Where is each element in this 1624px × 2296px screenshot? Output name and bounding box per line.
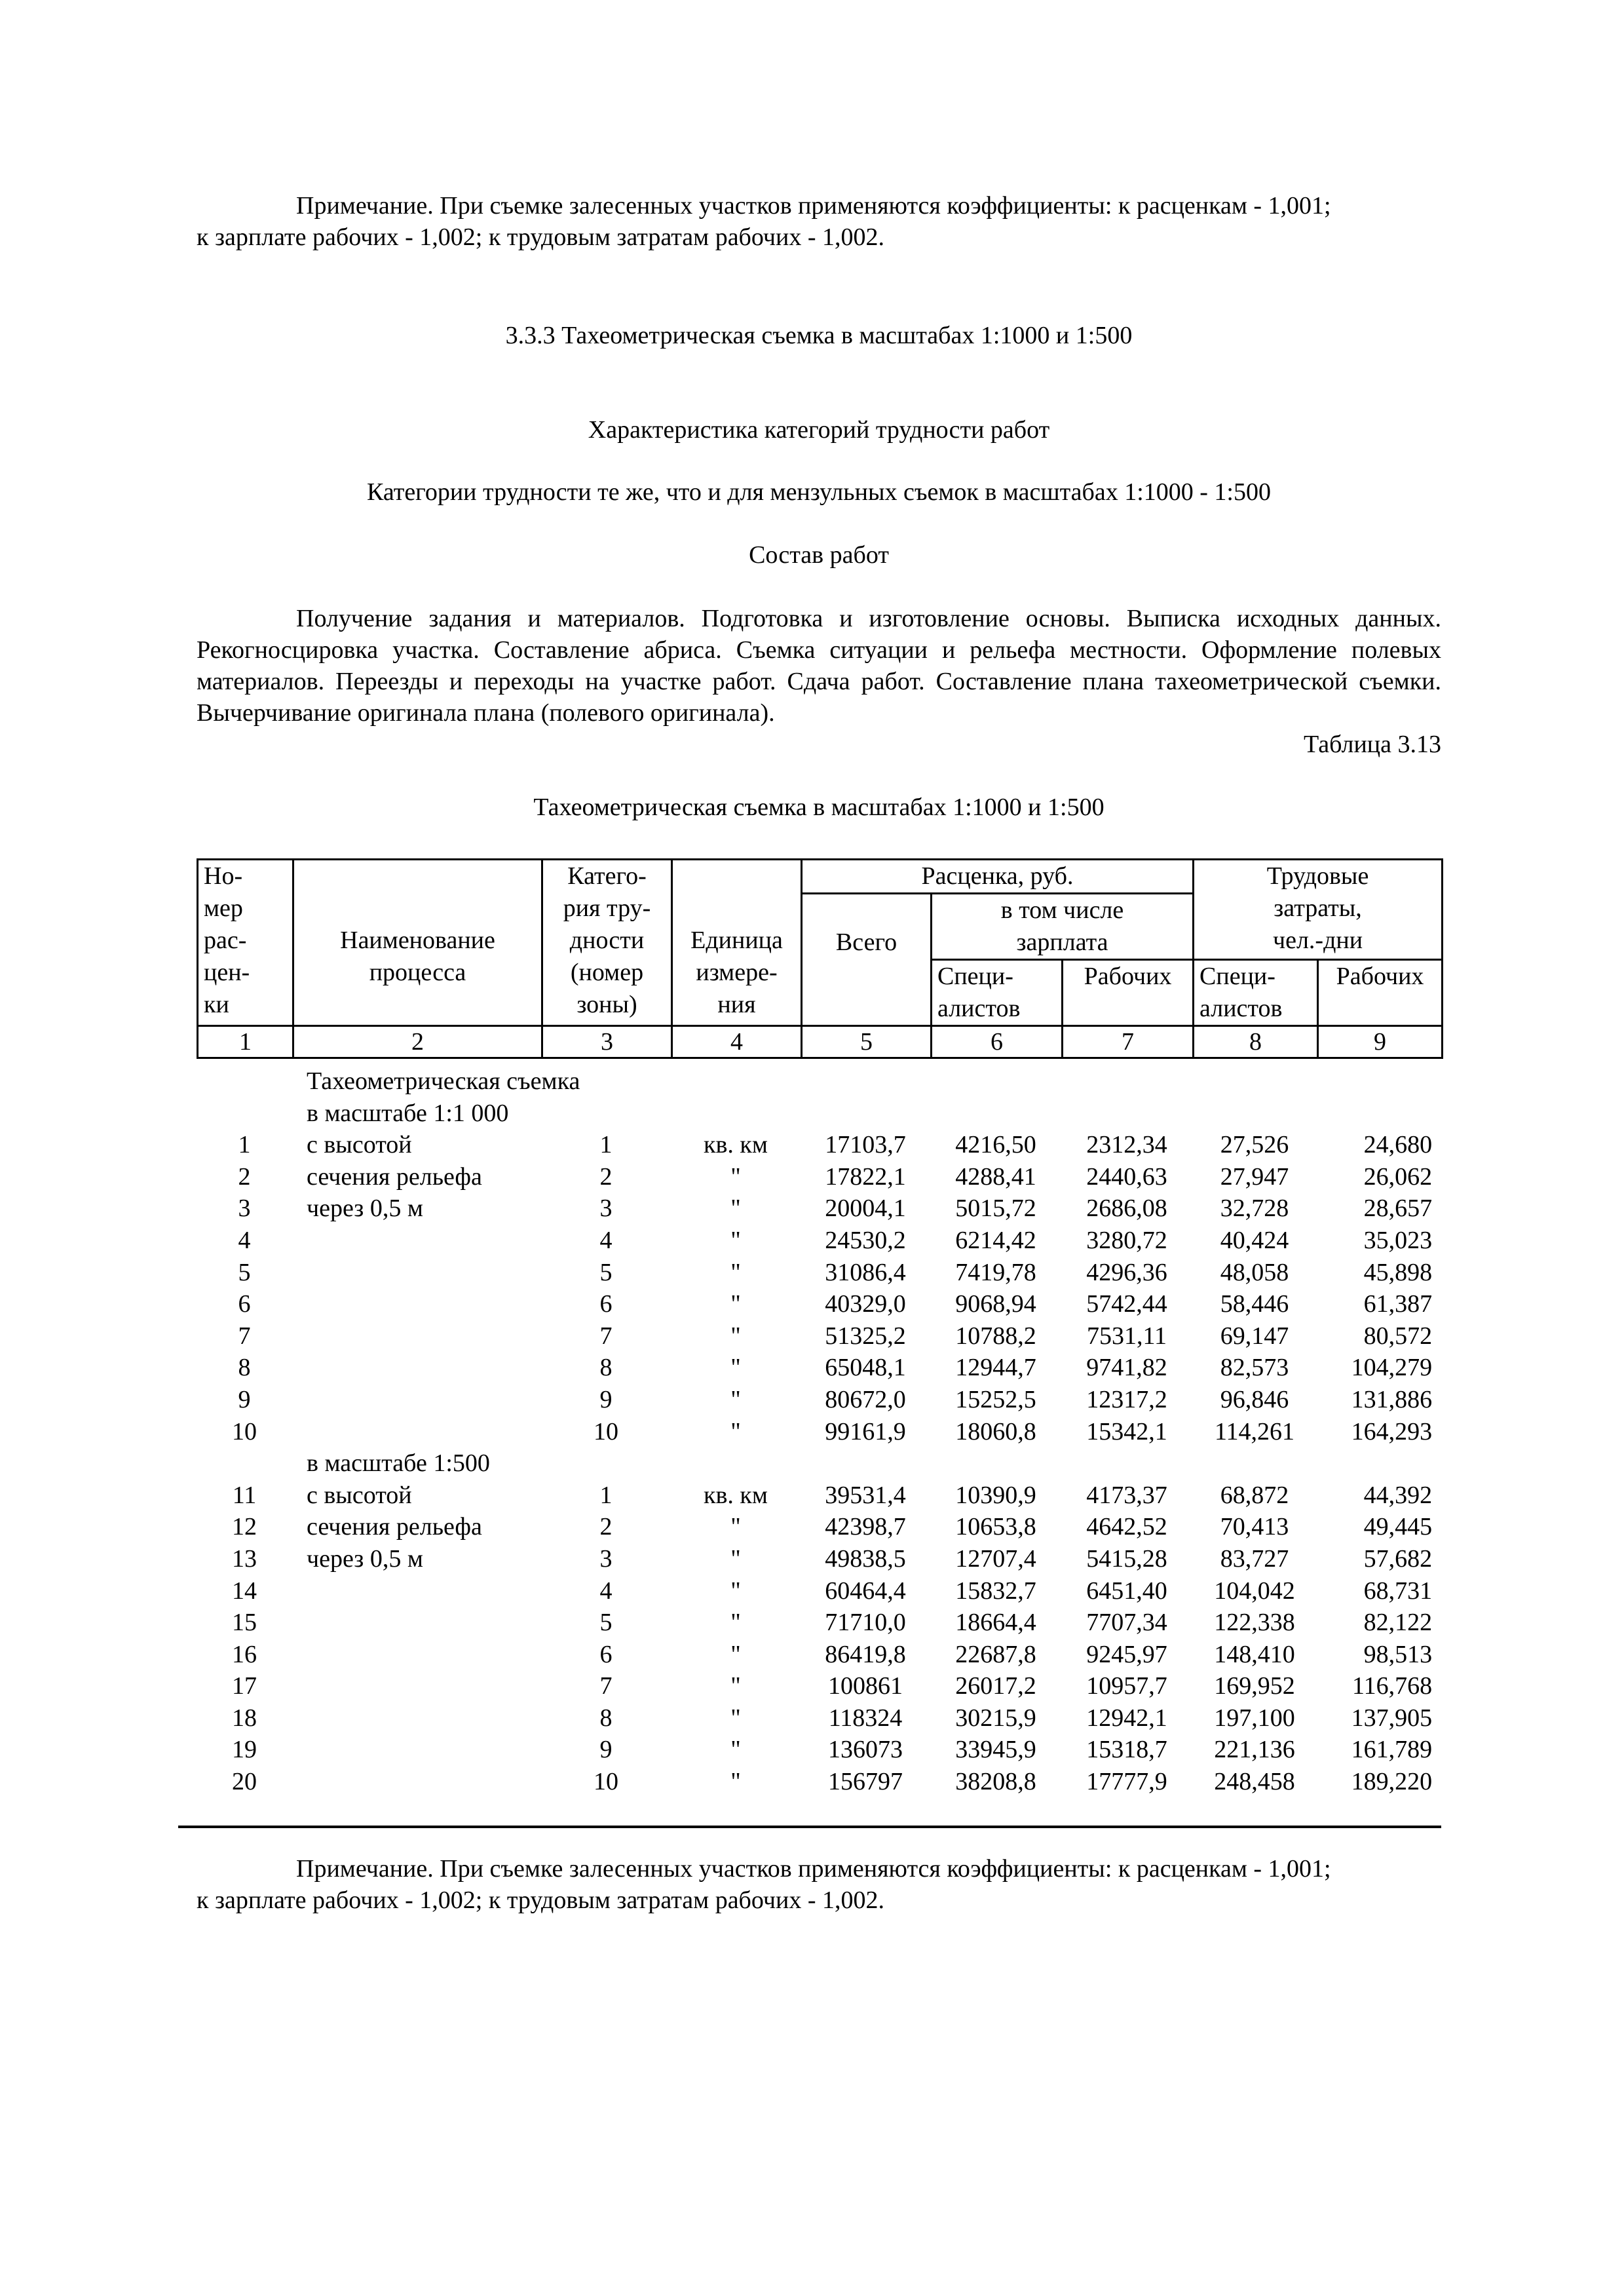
cell-labor-workers: 82,122 (1363, 1609, 1433, 1637)
cell-number: 13 (232, 1544, 257, 1573)
table-row (197, 1225, 1441, 1257)
cell-labor-spec: 104,042 (1214, 1577, 1295, 1605)
cell-total: 80672,0 (825, 1385, 906, 1413)
cell-number: 4 (238, 1226, 251, 1254)
cell-category: 7 (599, 1672, 613, 1700)
header-labor-spec: Специ- алистов (1194, 960, 1318, 1026)
header-col-category: Катего- рия тру- дности (номер зоны) (542, 860, 672, 1026)
cell-number: 7 (238, 1322, 251, 1350)
cell-category: 9 (599, 1736, 613, 1764)
header-labor-workers: Рабочих (1318, 960, 1443, 1026)
section-title: 3.3.3 Тахеометрическая съемка в масштабах 1:1000 и 1:500 (505, 322, 1133, 349)
cell-category: 8 (599, 1704, 613, 1732)
cell-unit: " (730, 1290, 741, 1318)
cell-spec-salary: 6214,42 (955, 1226, 1036, 1254)
table-row (197, 1702, 1441, 1734)
cell-spec-salary: 38208,8 (955, 1768, 1036, 1796)
cell-process-name (292, 1639, 541, 1671)
cell-unit: " (730, 1385, 741, 1413)
cell-labor-spec: 122,338 (1214, 1609, 1295, 1637)
cell-category: 2 (599, 1162, 613, 1191)
cell-unit: " (730, 1417, 741, 1445)
header-workers: Рабочих (1063, 960, 1194, 1026)
cell-category: 7 (599, 1322, 613, 1350)
cell-category: 8 (599, 1354, 613, 1382)
cell-worker-salary: 5415,28 (1086, 1544, 1167, 1573)
cell-labor-spec: 248,458 (1214, 1768, 1295, 1796)
table-bottom-rule (178, 1826, 1441, 1828)
header-col-name: Наименование процесса (293, 860, 542, 1026)
cell-spec-salary: 4288,41 (955, 1162, 1036, 1191)
top-note-line2: к зарплате рабочих - 1,002; к трудовым затратам рабочих - 1,002. (197, 223, 885, 251)
cell-labor-spec: 58,446 (1220, 1290, 1289, 1318)
cell-number: 14 (232, 1577, 257, 1605)
top-note (197, 190, 1441, 253)
cell-total: 31086,4 (825, 1258, 906, 1286)
cell-worker-salary: 9245,97 (1086, 1640, 1167, 1668)
cell-number: 6 (238, 1290, 251, 1318)
header-num: 5 (802, 1026, 932, 1058)
table-row (197, 1480, 1441, 1512)
cell-spec-salary: 7419,78 (955, 1258, 1036, 1286)
header-num: 6 (932, 1026, 1063, 1058)
composition-title: Состав работ (749, 541, 889, 569)
cell-worker-salary: 10957,7 (1086, 1672, 1167, 1700)
cell-empty (197, 1447, 292, 1480)
cell-process-name (292, 1288, 541, 1320)
cell-worker-salary: 15342,1 (1086, 1417, 1167, 1445)
cell-total: 136073 (828, 1736, 903, 1764)
table-row (197, 1607, 1441, 1639)
cell-unit: " (730, 1736, 741, 1764)
cell-total: 40329,0 (825, 1290, 906, 1318)
cell-total: 118324 (828, 1704, 903, 1732)
cell-unit: " (730, 1672, 741, 1700)
cell-labor-workers: 116,768 (1352, 1672, 1433, 1700)
cell-category: 10 (594, 1768, 618, 1796)
cell-number: 1 (238, 1131, 251, 1159)
cell-labor-spec: 27,526 (1220, 1131, 1289, 1159)
header-num: 7 (1063, 1026, 1194, 1058)
cell-number: 11 (232, 1481, 257, 1509)
cell-process-name (292, 1670, 541, 1702)
cell-labor-workers: 164,293 (1351, 1417, 1433, 1445)
cell-labor-workers: 35,023 (1363, 1226, 1433, 1254)
table-row (197, 1129, 1441, 1161)
cell-category: 4 (599, 1226, 613, 1254)
cell-labor-workers: 49,445 (1363, 1513, 1433, 1541)
cell-process-name (292, 1352, 541, 1384)
cell-unit: " (730, 1258, 741, 1286)
header-total: Всего (802, 894, 932, 1026)
group-title: в масштабе 1:1 000 (307, 1099, 509, 1127)
cell-labor-workers: 189,220 (1351, 1768, 1433, 1796)
cell-labor-workers: 45,898 (1363, 1258, 1433, 1286)
cell-total: 156797 (828, 1768, 903, 1796)
cell-process-name: с высотой (307, 1131, 412, 1159)
cell-category: 9 (599, 1385, 613, 1413)
cell-worker-salary: 2686,08 (1086, 1195, 1167, 1223)
header-col-unit: Единица измере- ния (672, 860, 802, 1026)
cell-spec-salary: 15832,7 (955, 1577, 1036, 1605)
cell-total: 17103,7 (825, 1131, 906, 1159)
cell-spec-salary: 18664,4 (955, 1609, 1036, 1637)
cell-process-name: через 0,5 м (307, 1544, 423, 1573)
table-title: Тахеометрическая съемка в масштабах 1:1000 и 1:500 (533, 794, 1105, 821)
cell-unit: " (730, 1704, 741, 1732)
cell-empty (197, 1065, 292, 1098)
cell-labor-spec: 70,413 (1220, 1513, 1289, 1541)
group-title-row (197, 1065, 1441, 1098)
bottom-note (197, 1853, 1441, 1916)
cell-process-name: через 0,5 м (307, 1195, 423, 1223)
cell-unit: " (730, 1322, 741, 1350)
cell-number: 9 (238, 1385, 251, 1413)
cell-labor-workers: 131,886 (1351, 1385, 1433, 1413)
header-labor: Трудовые затраты, чел.-дни (1194, 860, 1443, 960)
cell-labor-spec: 221,136 (1214, 1736, 1295, 1764)
cell-labor-spec: 40,424 (1220, 1226, 1289, 1254)
header-num: 2 (293, 1026, 542, 1058)
cell-labor-workers: 26,062 (1363, 1162, 1433, 1191)
cell-spec-salary: 12707,4 (955, 1544, 1036, 1573)
cell-number: 15 (232, 1609, 257, 1637)
table-row (197, 1734, 1441, 1766)
cell-worker-salary: 5742,44 (1086, 1290, 1167, 1318)
cell-category: 5 (599, 1609, 613, 1637)
cell-labor-spec: 82,573 (1220, 1354, 1289, 1382)
cell-number: 2 (238, 1162, 251, 1191)
table-row (197, 1384, 1441, 1416)
cell-worker-salary: 7707,34 (1086, 1609, 1167, 1637)
cell-spec-salary: 30215,9 (955, 1704, 1036, 1732)
cell-worker-salary: 3280,72 (1086, 1226, 1167, 1254)
cell-total: 24530,2 (825, 1226, 906, 1254)
cell-labor-workers: 161,789 (1351, 1736, 1433, 1764)
table-row (197, 1161, 1441, 1193)
composition-text: Получение задания и материалов. Подготовка и изготовление основы. Выписка исходных данных. Рекогносцировка участка. Составление абриса. Съемка ситуации и рельефа местности. Оформление полевых материалов. Переезды и переходы на участке работ. Сдача работ. Составление плана тахеометрической съемки. Вычерчивание оригинала плана (полевого оригинала). (197, 605, 1441, 727)
cell-labor-workers: 24,680 (1363, 1131, 1433, 1159)
header-num: 1 (198, 1026, 293, 1058)
cell-labor-workers: 98,513 (1363, 1640, 1433, 1668)
cell-process-name (292, 1320, 541, 1352)
header-spec: Специ- алистов (932, 960, 1063, 1026)
cell-labor-spec: 169,952 (1214, 1672, 1295, 1700)
cell-total: 86419,8 (825, 1640, 906, 1668)
cell-empty (197, 1098, 292, 1130)
cell-category: 1 (599, 1131, 613, 1159)
cell-worker-salary: 2312,34 (1086, 1131, 1167, 1159)
bottom-note-line1: Примечание. При съемке залесенных участков применяются коэффициенты: к расценкам - 1,001; (296, 1855, 1331, 1883)
cell-worker-salary: 6451,40 (1086, 1577, 1167, 1605)
cell-labor-spec: 32,728 (1220, 1195, 1289, 1223)
cell-labor-spec: 114,261 (1214, 1417, 1295, 1445)
cell-labor-workers: 44,392 (1363, 1481, 1433, 1509)
cell-worker-salary: 15318,7 (1086, 1736, 1167, 1764)
cell-unit: " (730, 1609, 741, 1637)
cell-total: 49838,5 (825, 1544, 906, 1573)
cell-spec-salary: 10788,2 (955, 1322, 1036, 1350)
cell-process-name (292, 1384, 541, 1416)
cell-number: 10 (232, 1417, 257, 1445)
cell-total: 99161,9 (825, 1417, 906, 1445)
cell-unit: кв. км (704, 1131, 768, 1159)
cell-category: 10 (594, 1417, 618, 1445)
cell-labor-workers: 28,657 (1363, 1195, 1433, 1223)
cell-number: 12 (232, 1513, 257, 1541)
cell-process-name (292, 1766, 541, 1798)
cell-process-name (292, 1734, 541, 1766)
cell-category: 1 (599, 1481, 613, 1509)
cell-number: 8 (238, 1354, 251, 1382)
group-title: Тахеометрическая съемка (307, 1067, 580, 1095)
table-row (197, 1416, 1441, 1448)
header-numbers-row (198, 1026, 1443, 1058)
cell-total: 17822,1 (825, 1162, 906, 1191)
cell-total: 65048,1 (825, 1354, 906, 1382)
table-row (197, 1352, 1441, 1384)
cell-labor-workers: 104,279 (1351, 1354, 1433, 1382)
cell-number: 5 (238, 1258, 251, 1286)
table-row (197, 1575, 1441, 1607)
table-row (197, 1766, 1441, 1798)
cell-total: 39531,4 (825, 1481, 906, 1509)
cell-category: 5 (599, 1258, 613, 1286)
cell-spec-salary: 4216,50 (955, 1131, 1036, 1159)
cell-process-name (292, 1225, 541, 1257)
table-header (197, 858, 1443, 1059)
group-title-row (197, 1447, 1441, 1480)
table-row (197, 1288, 1441, 1320)
cell-spec-salary: 26017,2 (955, 1672, 1036, 1700)
cell-worker-salary: 9741,82 (1086, 1354, 1167, 1382)
cell-unit: " (730, 1513, 741, 1541)
cell-category: 2 (599, 1513, 613, 1541)
cell-number: 18 (232, 1704, 257, 1732)
cell-unit: кв. км (704, 1481, 768, 1509)
cell-category: 4 (599, 1577, 613, 1605)
table-row (197, 1320, 1441, 1352)
cell-spec-salary: 10390,9 (955, 1481, 1036, 1509)
cell-spec-salary: 33945,9 (955, 1736, 1036, 1764)
cell-worker-salary: 17777,9 (1086, 1768, 1167, 1796)
cell-worker-salary: 4296,36 (1086, 1258, 1167, 1286)
cell-process-name: сечения рельефа (307, 1162, 482, 1191)
cell-labor-spec: 197,100 (1214, 1704, 1295, 1732)
characteristics-text: Категории трудности те же, что и для мензульных съемок в масштабах 1:1000 - 1:500 (366, 478, 1271, 506)
cell-labor-workers: 57,682 (1363, 1544, 1433, 1573)
cell-unit: " (730, 1354, 741, 1382)
table-row (197, 1511, 1441, 1543)
cell-process-name (292, 1702, 541, 1734)
cell-labor-workers: 137,905 (1351, 1704, 1433, 1732)
cell-labor-spec: 96,846 (1220, 1385, 1289, 1413)
cell-unit: " (730, 1768, 741, 1796)
cell-category: 6 (599, 1640, 613, 1668)
cell-unit: " (730, 1195, 741, 1223)
header-num: 4 (672, 1026, 802, 1058)
group-title: в масштабе 1:500 (307, 1449, 490, 1478)
table-row (197, 1639, 1441, 1671)
cell-category: 3 (599, 1544, 613, 1573)
cell-number: 19 (232, 1736, 257, 1764)
cell-number: 17 (232, 1672, 257, 1700)
cell-spec-salary: 18060,8 (955, 1417, 1036, 1445)
cell-number: 3 (238, 1195, 251, 1223)
cell-labor-workers: 68,731 (1363, 1577, 1433, 1605)
cell-number: 20 (232, 1768, 257, 1796)
header-num: 9 (1318, 1026, 1443, 1058)
cell-spec-salary: 12944,7 (955, 1354, 1036, 1382)
characteristics-title: Характеристика категорий трудности работ (588, 416, 1050, 444)
header-incl: в том числе зарплата (932, 894, 1194, 960)
cell-process-name (292, 1416, 541, 1448)
table-body (197, 1065, 1441, 1798)
cell-spec-salary: 9068,94 (955, 1290, 1036, 1318)
cell-process-name: с высотой (307, 1481, 412, 1509)
cell-spec-salary: 22687,8 (955, 1640, 1036, 1668)
cell-worker-salary: 2440,63 (1086, 1162, 1167, 1191)
cell-total: 60464,4 (825, 1577, 906, 1605)
cell-process-name (292, 1575, 541, 1607)
table-row (197, 1257, 1441, 1289)
cell-labor-spec: 83,727 (1220, 1544, 1289, 1573)
cell-spec-salary: 10653,8 (955, 1513, 1036, 1541)
cell-spec-salary: 15252,5 (955, 1385, 1036, 1413)
cell-worker-salary: 12942,1 (1086, 1704, 1167, 1732)
cell-labor-spec: 148,410 (1214, 1640, 1295, 1668)
cell-labor-spec: 48,058 (1220, 1258, 1289, 1286)
cell-total: 51325,2 (825, 1322, 906, 1350)
header-num: 8 (1194, 1026, 1318, 1058)
cell-labor-spec: 27,947 (1220, 1162, 1289, 1191)
cell-worker-salary: 4642,52 (1086, 1513, 1167, 1541)
cell-process-name (292, 1607, 541, 1639)
cell-process-name (292, 1257, 541, 1289)
cell-labor-spec: 69,147 (1220, 1322, 1289, 1350)
cell-labor-workers: 80,572 (1363, 1322, 1433, 1350)
top-note-line1: Примечание. При съемке залесенных участков применяются коэффициенты: к расценкам - 1,001; (296, 192, 1331, 220)
cell-unit: " (730, 1162, 741, 1191)
cell-worker-salary: 7531,11 (1086, 1322, 1167, 1350)
cell-worker-salary: 12317,2 (1086, 1385, 1167, 1413)
cell-total: 100861 (828, 1672, 903, 1700)
cell-unit: " (730, 1544, 741, 1573)
cell-spec-salary: 5015,72 (955, 1195, 1036, 1223)
table-label: Таблица 3.13 (1303, 731, 1441, 758)
cell-labor-spec: 68,872 (1220, 1481, 1289, 1509)
cell-labor-workers: 61,387 (1363, 1290, 1433, 1318)
cell-category: 3 (599, 1195, 613, 1223)
cell-process-name: сечения рельефа (307, 1513, 482, 1541)
cell-number: 16 (232, 1640, 257, 1668)
cell-total: 71710,0 (825, 1609, 906, 1637)
cell-unit: " (730, 1640, 741, 1668)
group-title-row (197, 1098, 1441, 1130)
cell-total: 42398,7 (825, 1513, 906, 1541)
cell-total: 20004,1 (825, 1195, 906, 1223)
header-price: Расценка, руб. (802, 860, 1194, 894)
cell-worker-salary: 4173,37 (1086, 1481, 1167, 1509)
cell-unit: " (730, 1577, 741, 1605)
header-num: 3 (542, 1026, 672, 1058)
cell-category: 6 (599, 1290, 613, 1318)
header-col-number: Но- мер рас- цен- ки (198, 860, 293, 1026)
table-row (197, 1193, 1441, 1225)
table-row (197, 1543, 1441, 1575)
bottom-note-line2: к зарплате рабочих - 1,002; к трудовым затратам рабочих - 1,002. (197, 1886, 885, 1914)
table-row (197, 1670, 1441, 1702)
cell-unit: " (730, 1226, 741, 1254)
